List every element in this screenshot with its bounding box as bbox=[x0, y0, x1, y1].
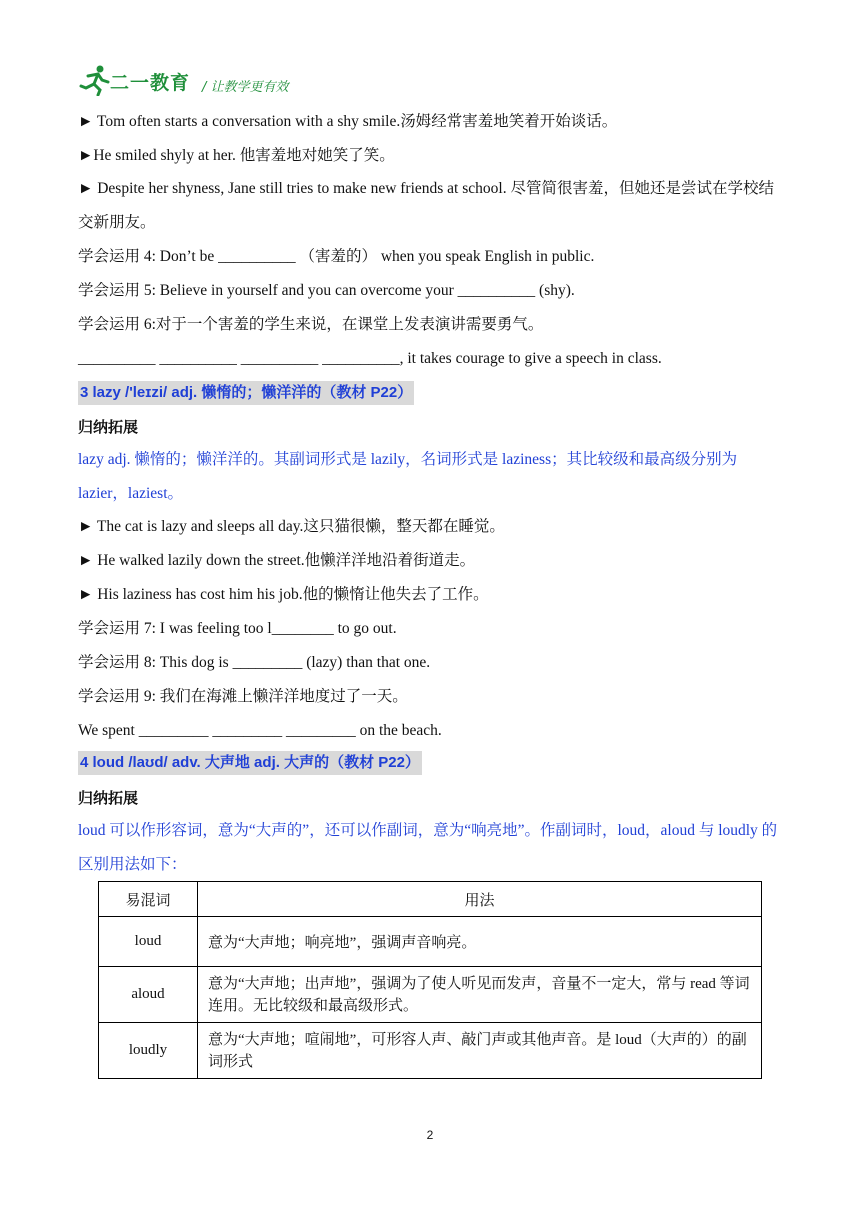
table-cell-usage: 意为“大声地；喧闹地”，可形容人声、敲门声或其他声音。是 loud（大声的）的副词形式 bbox=[198, 1023, 762, 1079]
practice-7-blank: ________ bbox=[271, 620, 334, 637]
page-header bbox=[78, 64, 378, 98]
logo-slogan: / 让教学更有效 bbox=[202, 80, 289, 95]
table-header-row bbox=[99, 882, 762, 917]
table-cell-usage: 意为“大声地；出声地”，强调为了使人听见而发声，音量不一定大，常与 read 等词连用。无比较级和最高级形式。 bbox=[198, 967, 762, 1023]
table-cell-word: aloud bbox=[99, 967, 198, 1023]
practice-6-answer: __________ __________ __________ __________, it takes courage to give a speech in class. bbox=[78, 350, 662, 367]
section-heading-lazy: 3 lazy /'leɪzi/ adj. 懒惰的；懒洋洋的（教材 P22） bbox=[78, 381, 414, 405]
table-cell-word: loud bbox=[99, 917, 198, 967]
table-row bbox=[99, 1023, 762, 1079]
practice-9-answer: We spent _________ _________ _________ on the beach. bbox=[78, 722, 442, 739]
usage-comparison-table bbox=[98, 881, 762, 1079]
example-line: ►He smiled shyly at her. 他害羞地对她笑了笑。 bbox=[78, 147, 395, 164]
table-row bbox=[99, 967, 762, 1023]
practice-8: 学会运用 8: This dog is _________ (lazy) than that one. bbox=[78, 654, 431, 671]
example-line: ► Tom often starts a conversation with a shy smile.汤姆经常害羞地笑着开始谈话。 bbox=[78, 113, 618, 130]
table-row bbox=[99, 917, 762, 967]
example-line: ► His laziness has cost him his job.他的懒惰让他失去了工作。 bbox=[78, 586, 489, 603]
practice-5: 学会运用 5: Believe in yourself and you can overcome your __________ (shy). bbox=[78, 282, 575, 299]
practice-4: 学会运用 4: Don’t be __________ （害羞的） when you speak English in public. bbox=[78, 248, 595, 265]
section-heading-loud: 4 loud /laʊd/ adv. 大声地 adj. 大声的（教材 P22） bbox=[78, 751, 422, 775]
example-line: ► Despite her shyness, Jane still tries to make new friends at school. 尽管简很害羞，但她还是尝试在学校结交新朋友。 bbox=[78, 180, 774, 231]
table-header-cell: 易混词 bbox=[99, 882, 198, 917]
practice-7-suffix: to go out. bbox=[333, 620, 397, 637]
practice-9: 学会运用 9: 我们在海滩上懒洋洋地度过了一天。 bbox=[78, 688, 408, 705]
section-subhead: 归纳拓展 bbox=[78, 789, 139, 807]
table-header-cell: 用法 bbox=[198, 882, 762, 917]
practice-6: 学会运用 6:对于一个害羞的学生来说，在课堂上发表演讲需要勇气。 bbox=[78, 316, 544, 333]
practice-7-prefix: 学会运用 7: I was feeling too l bbox=[78, 620, 272, 637]
loud-description: loud 可以作形容词，意为“大声的”，还可以作副词，意为“响亮地”。作副词时，loud，aloud 与 loudly 的区别用法如下： bbox=[78, 822, 778, 873]
running-person-logo-icon bbox=[78, 64, 112, 96]
practice-7 bbox=[78, 618, 784, 640]
table-cell-word: loudly bbox=[99, 1023, 198, 1079]
lazy-description: lazy adj. 懒惰的；懒洋洋的。其副词形式是 lazily，名词形式是 laziness；其比较级和最高级分别为 lazier，laziest。 bbox=[78, 451, 738, 502]
logo-text: 二一教育 bbox=[110, 72, 191, 94]
table-cell-usage: 意为“大声地；响亮地”，强调声音响亮。 bbox=[198, 917, 762, 967]
section-subhead: 归纳拓展 bbox=[78, 418, 139, 436]
example-line: ► He walked lazily down the street.他懒洋洋地沿着街道走。 bbox=[78, 552, 476, 569]
example-line: ► The cat is lazy and sleeps all day.这只猫很懒，整天都在睡觉。 bbox=[78, 518, 505, 535]
page-number: 2 bbox=[426, 1128, 434, 1142]
